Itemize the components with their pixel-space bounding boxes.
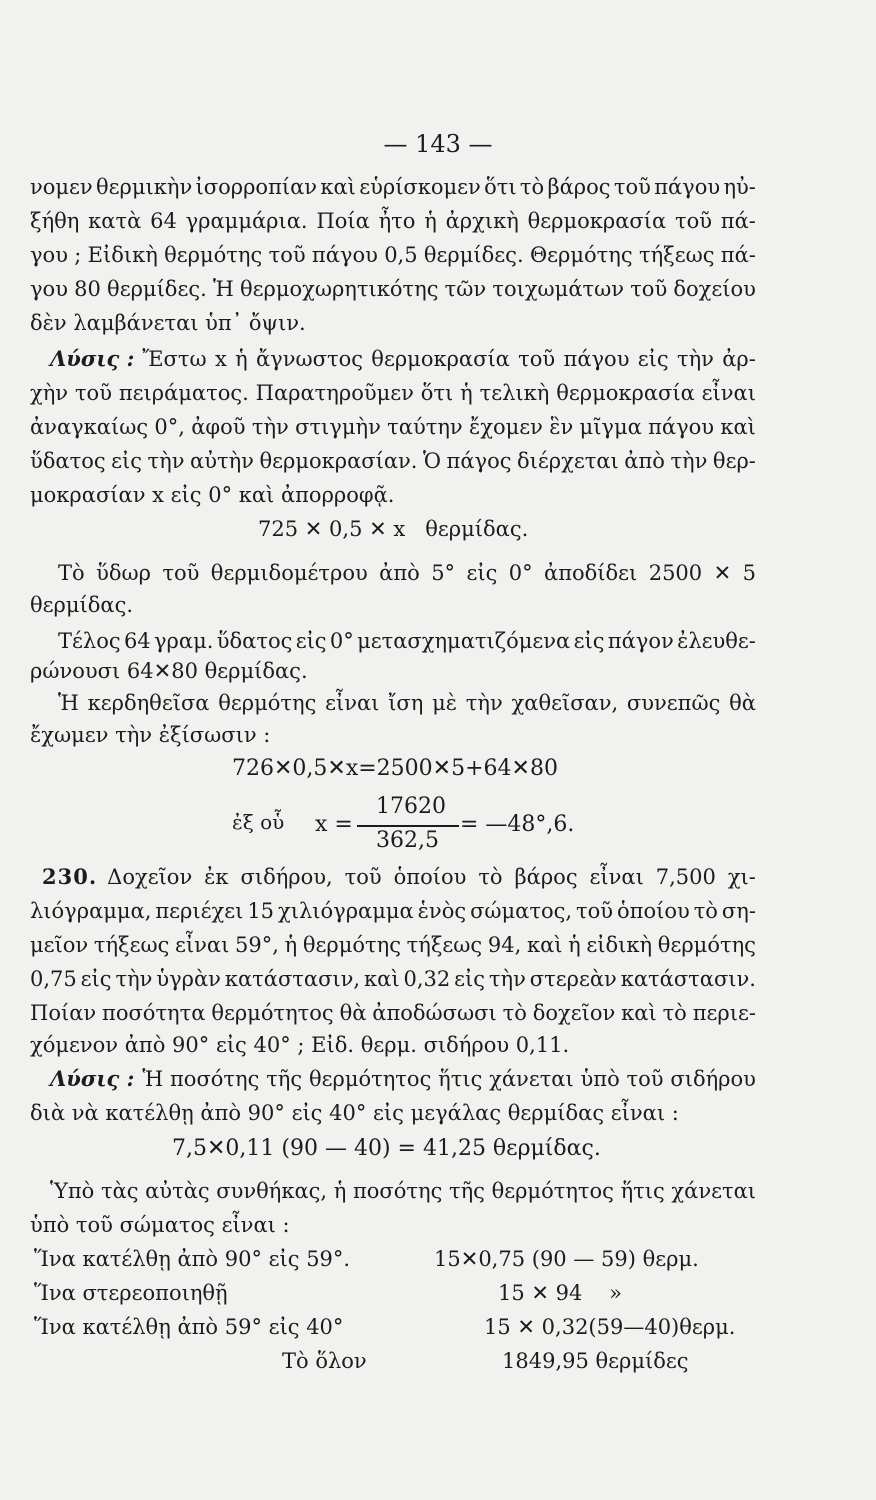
word: θερμότητος bbox=[308, 1067, 432, 1091]
table-row-value: 15✕0,75 (90 — 59) θερμ. bbox=[434, 1247, 699, 1271]
word: πάγον bbox=[607, 629, 674, 653]
solution-label: Λύσις : bbox=[50, 346, 135, 371]
word: τὴν bbox=[465, 691, 503, 715]
word: ποσότης bbox=[352, 1179, 443, 1203]
word: τῆς bbox=[266, 1067, 303, 1091]
equation: 725 ✕ 0,5 ✕ x θερμίδας. bbox=[258, 517, 529, 541]
word: χιλιόγραμμα bbox=[278, 899, 414, 923]
word: αὐτὴν bbox=[190, 449, 254, 473]
text-line bbox=[30, 964, 756, 994]
word: κατὰ bbox=[88, 209, 142, 233]
word: θερμοχωρητικότης bbox=[239, 277, 439, 301]
equation: 7,5✕0,11 (90 — 40) = 41,25 θερμίδας. bbox=[172, 1136, 601, 1161]
word: 7,500 bbox=[655, 865, 716, 889]
word: Τέλος bbox=[58, 629, 121, 653]
word: μὲ bbox=[432, 691, 458, 715]
word: τοῦ bbox=[74, 381, 112, 405]
word: ἀναγκαίως bbox=[30, 415, 149, 439]
word: ση- bbox=[721, 899, 756, 923]
word: πειράματος. bbox=[118, 381, 249, 405]
text-line bbox=[30, 412, 756, 442]
word: ἡ bbox=[333, 1179, 347, 1203]
word: τὸ bbox=[478, 865, 503, 889]
word: τῶν bbox=[444, 277, 487, 301]
word: χὴν bbox=[30, 381, 69, 405]
table-row-value: 15 ✕ 94 » bbox=[498, 1281, 622, 1305]
page-number: — 143 — bbox=[383, 130, 493, 158]
word: τοῦ bbox=[344, 865, 382, 889]
word: θερ- bbox=[712, 449, 756, 473]
word: ἐκ bbox=[204, 865, 229, 889]
word: τοιχωμάτων bbox=[492, 277, 625, 301]
word: ὕδατος bbox=[216, 629, 293, 653]
word: εἰδικὴ bbox=[586, 933, 653, 957]
word: κερδηθεῖσα bbox=[87, 691, 210, 715]
word: 2500 bbox=[648, 561, 703, 585]
word: περιε- bbox=[692, 1001, 756, 1025]
text-line: ρώνουσι 64✕80 θερμίδας. bbox=[30, 659, 308, 683]
word: δοχεῖον bbox=[532, 1001, 616, 1025]
word: Θερμότης bbox=[529, 243, 633, 267]
word: εἶναι bbox=[701, 381, 756, 405]
word: θερμότης bbox=[657, 933, 756, 957]
word: 0° bbox=[508, 561, 533, 585]
word: τελικὴ bbox=[479, 381, 550, 405]
word: 59°, bbox=[235, 933, 279, 957]
word: τοῦ bbox=[576, 899, 614, 923]
word: στερεὰν bbox=[529, 967, 617, 991]
word: τὸ bbox=[519, 175, 545, 199]
text-line bbox=[30, 274, 756, 304]
word: συνεπῶς bbox=[626, 691, 721, 715]
word: εἶναι bbox=[589, 865, 644, 889]
word: ἑνὸς bbox=[417, 899, 467, 923]
word: τοῦ bbox=[613, 175, 651, 199]
word: ξήθη bbox=[30, 209, 80, 233]
word: 5 bbox=[742, 561, 756, 585]
word: χι- bbox=[727, 865, 756, 889]
word: χάνεται bbox=[671, 1179, 756, 1203]
word: πά- bbox=[720, 209, 756, 233]
word: μῖγμα bbox=[579, 415, 642, 439]
word: πάγου bbox=[648, 415, 715, 439]
word: ηὐ- bbox=[723, 175, 756, 199]
word: ἀρ- bbox=[722, 347, 756, 371]
table-row-label: Ἵνα στερεοποιηθῇ bbox=[34, 1281, 228, 1305]
word: Ἡ bbox=[142, 1067, 164, 1091]
word: καὶ bbox=[320, 175, 356, 199]
word: τοῦ bbox=[626, 1067, 664, 1091]
word: θερμίδες. bbox=[423, 243, 524, 267]
word: εἰς bbox=[573, 629, 605, 653]
word: 64 bbox=[123, 629, 151, 653]
word: ἀφοῦ bbox=[191, 415, 246, 439]
word: τοῦ bbox=[162, 561, 200, 585]
text-line bbox=[30, 446, 756, 476]
word: Δοχεῖον bbox=[107, 865, 193, 889]
text-line bbox=[107, 862, 756, 892]
word: διέρχεται bbox=[517, 449, 619, 473]
text-line bbox=[142, 1064, 756, 1094]
word: 94, bbox=[487, 933, 522, 957]
word: ; bbox=[74, 243, 82, 267]
word: τῆς bbox=[448, 1179, 485, 1203]
word: ἀρχικὴ bbox=[445, 209, 519, 233]
word: Ποία bbox=[316, 209, 370, 233]
word: γου bbox=[30, 243, 68, 267]
word: πά- bbox=[720, 243, 756, 267]
word: ἦτο bbox=[378, 209, 416, 233]
word: τὴν bbox=[676, 347, 714, 371]
text-line bbox=[50, 1176, 756, 1206]
fraction-numerator: 17620 bbox=[376, 794, 446, 819]
word: 0° bbox=[329, 629, 354, 653]
word: ὕδωρ bbox=[96, 561, 151, 585]
word: ἰσορροπίαν bbox=[195, 175, 318, 199]
text-line: διὰ νὰ κατέλθῃ ἀπὸ 90° εἰς 40° εἰς μεγάλας θερμίδας εἶναι : bbox=[30, 1101, 679, 1125]
text-line bbox=[58, 688, 756, 718]
table-row-label: Τὸ ὅλον bbox=[282, 1349, 367, 1373]
word: δοχείου bbox=[673, 277, 756, 301]
word: μετασχηματιζόμενα bbox=[357, 629, 571, 653]
word: ὕδατος bbox=[30, 449, 106, 473]
word: x bbox=[214, 347, 227, 371]
word: ἐλευθε- bbox=[677, 629, 756, 653]
word: 5° bbox=[431, 561, 456, 585]
word: τὸ bbox=[502, 1001, 527, 1025]
word: ἓν bbox=[549, 415, 574, 439]
word: συνθήκας, bbox=[216, 1179, 328, 1203]
word: θερμότητος bbox=[491, 1179, 614, 1203]
word: ἀπὸ bbox=[379, 561, 420, 585]
table-row-value: 1849,95 θερμίδες bbox=[502, 1349, 689, 1373]
word: τήξεως bbox=[93, 933, 170, 957]
word: ἀποδίδει bbox=[544, 561, 638, 585]
word: σώματος, bbox=[470, 899, 573, 923]
word: Ὁ bbox=[422, 449, 442, 473]
word: Εἰδικὴ bbox=[87, 243, 158, 267]
text-line: δὲν λαμβάνεται ὑπ᾿ ὄψιν. bbox=[30, 311, 306, 335]
word: πάγου bbox=[311, 243, 378, 267]
word: περιέχει bbox=[155, 899, 244, 923]
word: τήξεως bbox=[406, 933, 483, 957]
word: αὐτὰς bbox=[145, 1179, 210, 1203]
text-line: χόμενον ἀπὸ 90° εἰς 40° ; Εἰδ. θερμ. σιδήρου 0,11. bbox=[30, 1033, 570, 1057]
word: τοῦ bbox=[674, 209, 712, 233]
text-line: ἔχωμεν τὴν ἐξίσωσιν : bbox=[30, 723, 271, 747]
word: 0,5 bbox=[384, 243, 418, 267]
word: τὴν bbox=[115, 967, 153, 991]
word: πάγου bbox=[654, 175, 721, 199]
word: ἥτις bbox=[620, 1179, 665, 1203]
word: ἥτις bbox=[438, 1067, 483, 1091]
word: ταύτην bbox=[387, 415, 463, 439]
word: εἰς bbox=[80, 967, 112, 991]
word: Ἡ bbox=[58, 691, 79, 715]
text-line: ὑπὸ τοῦ σώματος εἶναι : bbox=[30, 1213, 290, 1237]
word: τὴν bbox=[251, 415, 289, 439]
word: θερμοκρασίαν. bbox=[259, 449, 418, 473]
word: εἶναι bbox=[175, 933, 230, 957]
word: σιδήρου, bbox=[240, 865, 333, 889]
solution-label: Λύσις : bbox=[50, 1066, 135, 1091]
word: γραμμάρια. bbox=[185, 209, 308, 233]
word: ὁποίου bbox=[393, 865, 467, 889]
word: ἀποδώσωσι bbox=[372, 1001, 497, 1025]
word: 64 bbox=[150, 209, 177, 233]
word: θερμότης bbox=[164, 243, 263, 267]
equation-var: x = bbox=[315, 812, 353, 837]
word: θερμότης bbox=[302, 933, 401, 957]
word: μεῖον bbox=[30, 933, 89, 957]
word: χαθεῖσαν, bbox=[511, 691, 619, 715]
word: θερμοκρασία bbox=[371, 347, 510, 371]
word: θερμικὴν bbox=[96, 175, 193, 199]
word: πάγος bbox=[446, 449, 512, 473]
word: εἶναι bbox=[325, 691, 380, 715]
word: Τὸ bbox=[58, 561, 85, 585]
word: ἔχομεν bbox=[468, 415, 543, 439]
word: θερμοκρασία bbox=[556, 381, 695, 405]
word: ἡ bbox=[424, 209, 437, 233]
word: εἰς bbox=[454, 967, 486, 991]
equation-result: = —48°,6. bbox=[460, 812, 575, 837]
word: θερμότητος bbox=[211, 1001, 334, 1025]
problem-line bbox=[42, 862, 756, 892]
word: 0,75 bbox=[30, 967, 77, 991]
word: κατάστασιν. bbox=[620, 967, 756, 991]
word: Ἔστω bbox=[142, 347, 207, 371]
word: βάρος bbox=[547, 175, 611, 199]
word: ἴση bbox=[388, 691, 424, 715]
word: ποσότητα bbox=[102, 1001, 206, 1025]
equation-prefix: ἐξ οὗ bbox=[232, 810, 285, 834]
solution-line bbox=[50, 344, 756, 374]
word: τήξεως bbox=[638, 243, 715, 267]
word: κατάστασιν, bbox=[224, 967, 361, 991]
word: θερμότης bbox=[218, 691, 317, 715]
word: νομεν bbox=[30, 175, 93, 199]
word: τὰς bbox=[100, 1179, 139, 1203]
text-line bbox=[30, 998, 756, 1028]
word: τοῦ bbox=[630, 277, 668, 301]
word: θὰ bbox=[729, 691, 756, 715]
solution-line bbox=[50, 1064, 756, 1094]
text-line bbox=[58, 626, 756, 656]
text-line: θερμίδας. bbox=[30, 593, 134, 617]
word: εἰς bbox=[466, 561, 498, 585]
problem-number: 230. bbox=[42, 864, 98, 889]
fraction-bar bbox=[357, 825, 459, 827]
word: 0°, bbox=[154, 415, 185, 439]
word: ὅτι bbox=[484, 175, 517, 199]
text-line bbox=[30, 240, 756, 270]
word: στιγμὴν bbox=[295, 415, 381, 439]
word: ἡ bbox=[284, 933, 298, 957]
word: 15 bbox=[247, 899, 275, 923]
text-line bbox=[142, 344, 756, 374]
word: τὸ bbox=[693, 899, 718, 923]
text-line bbox=[30, 930, 756, 960]
word: εἰς bbox=[637, 347, 669, 371]
text-line bbox=[30, 172, 756, 202]
word: ἀπὸ bbox=[624, 449, 665, 473]
equation: 726✕0,5✕x=2500✕5+64✕80 bbox=[232, 756, 558, 781]
word: ὁποίου bbox=[617, 899, 690, 923]
word: τὴν bbox=[488, 967, 526, 991]
word: σιδήρου bbox=[670, 1067, 756, 1091]
word: εἰς bbox=[111, 449, 143, 473]
word: εἰς bbox=[295, 629, 327, 653]
word: γραμ. bbox=[154, 629, 214, 653]
word: ἄγνωστος bbox=[256, 347, 363, 371]
word: θὰ bbox=[339, 1001, 367, 1025]
word: καὶ bbox=[621, 1001, 657, 1025]
table-row-label: Ἵνα κατέλθῃ ἀπὸ 59° εἰς 40° bbox=[34, 1315, 344, 1339]
word: τὴν bbox=[147, 449, 185, 473]
word: τοῦ bbox=[518, 347, 556, 371]
text-line bbox=[58, 558, 756, 588]
word: 0,32 bbox=[403, 967, 451, 991]
word: εὑρίσκομεν bbox=[359, 175, 481, 199]
word: ὑγρὰν bbox=[156, 967, 221, 991]
word: γου bbox=[30, 277, 68, 301]
word: καὶ bbox=[526, 933, 563, 957]
word: χάνεται bbox=[489, 1067, 574, 1091]
word: θερμοκρασία bbox=[527, 209, 667, 233]
word: ✕ bbox=[713, 561, 732, 585]
fraction-denominator: 362,5 bbox=[376, 828, 439, 853]
word: Παρατηροῦμεν bbox=[255, 381, 414, 405]
word: βάρος bbox=[514, 865, 578, 889]
word: Ὑπὸ bbox=[50, 1179, 95, 1203]
word: θερμιδομέτρου bbox=[210, 561, 368, 585]
word: λιόγραμμα, bbox=[30, 899, 152, 923]
word: 80 bbox=[74, 277, 101, 301]
word: ἡ bbox=[460, 381, 473, 405]
word: τὸ bbox=[662, 1001, 687, 1025]
word: πάγου bbox=[563, 347, 630, 371]
word: Ἡ bbox=[212, 277, 234, 301]
text-line: μοκρασίαν x εἰς 0° καὶ ἀπορροφᾷ. bbox=[30, 483, 395, 507]
text-line bbox=[30, 206, 756, 236]
table-row-label: Ἵνα κατέλθῃ ἀπὸ 90° εἰς 59°. bbox=[34, 1247, 351, 1271]
word: ἡ bbox=[235, 347, 248, 371]
word: ὑπὸ bbox=[580, 1067, 620, 1091]
word: καὶ bbox=[364, 967, 400, 991]
word: θερμίδες. bbox=[107, 277, 207, 301]
word: Ποίαν bbox=[30, 1001, 97, 1025]
word: τοῦ bbox=[268, 243, 306, 267]
text-line bbox=[30, 896, 756, 926]
word: ποσότης bbox=[170, 1067, 260, 1091]
text-line bbox=[30, 378, 756, 408]
word: καὶ bbox=[720, 415, 756, 439]
word: ἡ bbox=[568, 933, 581, 957]
word: ὅτι bbox=[420, 381, 454, 405]
word: τὴν bbox=[670, 449, 708, 473]
table-row-value: 15 ✕ 0,32(59—40)θερμ. bbox=[484, 1315, 736, 1339]
